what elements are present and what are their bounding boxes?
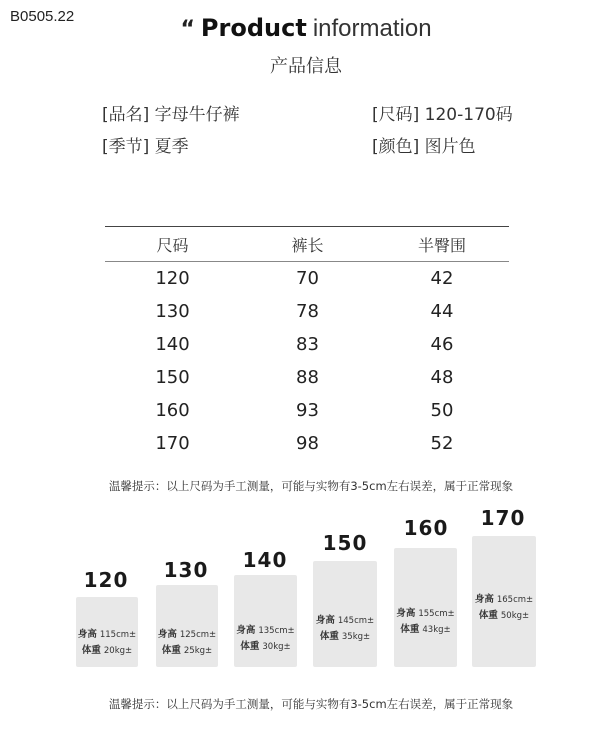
cell-hip: 52 — [430, 433, 454, 454]
cell-size: 130 — [155, 301, 190, 322]
header-length: 裤长 — [291, 235, 324, 255]
table-row — [105, 295, 509, 328]
weight-value: 43kg± — [422, 625, 451, 635]
info-product-name: [品名] 字母牛仔裤 — [102, 105, 240, 125]
cell-length: 88 — [296, 367, 319, 388]
weight-value: 35kg± — [341, 632, 371, 642]
weight-label: 体重 — [319, 631, 339, 642]
card-size-label: 120 — [83, 568, 129, 592]
cell-size: 150 — [155, 367, 190, 388]
size-card — [313, 561, 377, 667]
height-value: 125cm± — [179, 630, 217, 640]
height-label: 身高 — [157, 629, 177, 640]
cell-hip: 42 — [430, 268, 454, 289]
cell-size: 160 — [155, 400, 190, 421]
size-card — [156, 585, 218, 667]
product-code: B0505.22 — [10, 8, 75, 25]
height-label: 身高 — [396, 608, 416, 619]
weight-label: 体重 — [81, 645, 101, 656]
weight-label: 体重 — [400, 624, 420, 635]
card-size-label: 130 — [163, 558, 209, 582]
weight-value: 30kg± — [262, 642, 291, 652]
table-header-row — [105, 227, 509, 261]
cell-hip: 44 — [430, 301, 454, 322]
table-row — [105, 262, 509, 295]
height-value: 135cm± — [258, 626, 295, 636]
page-title — [0, 14, 612, 43]
weight-label: 体重 — [478, 610, 498, 621]
card-height — [156, 627, 218, 643]
weight-value: 20kg± — [103, 646, 133, 656]
card-height — [472, 592, 536, 608]
table-row — [105, 361, 509, 394]
size-card — [394, 548, 457, 667]
title-bold: Product — [200, 14, 307, 42]
measurement-tip: 温馨提示：以上尺码为手工测量，可能与实物有3-5cm左右误差，属于正常现象 — [108, 479, 514, 493]
size-card — [234, 575, 297, 667]
measurement-tip-bottom: 温馨提示：以上尺码为手工测量，可能与实物有3-5cm左右误差，属于正常现象 — [108, 697, 514, 711]
table-row — [105, 427, 509, 460]
cell-hip: 48 — [430, 367, 454, 388]
info-season: [季节] 夏季 — [102, 137, 189, 157]
height-label: 身高 — [474, 594, 494, 605]
cell-hip: 50 — [430, 400, 454, 421]
card-size-label: 170 — [480, 506, 526, 530]
height-label: 身高 — [77, 629, 97, 640]
quote-mark: “ — [180, 17, 195, 42]
cell-size: 140 — [155, 334, 190, 355]
cell-length: 83 — [296, 334, 319, 355]
weight-value: 50kg± — [500, 611, 530, 621]
size-card — [472, 536, 536, 667]
table-row — [105, 328, 509, 361]
page-subtitle: 产品信息 — [270, 56, 342, 77]
info-color: [颜色] 图片色 — [372, 137, 476, 157]
height-value: 145cm± — [337, 616, 375, 626]
title-light: information — [312, 15, 432, 42]
card-size-label: 160 — [403, 516, 449, 540]
card-height — [394, 606, 457, 622]
table-row — [105, 394, 509, 427]
card-height — [313, 613, 377, 629]
card-weight — [156, 643, 218, 659]
height-value: 115cm± — [99, 630, 137, 640]
card-weight — [394, 622, 457, 638]
cell-size: 170 — [155, 433, 190, 454]
card-height — [76, 627, 138, 643]
height-value: 165cm± — [496, 595, 534, 605]
card-weight — [472, 608, 536, 624]
cell-hip: 46 — [430, 334, 454, 355]
height-label: 身高 — [315, 615, 335, 626]
size-card — [76, 597, 138, 667]
cell-length: 98 — [296, 433, 319, 454]
height-label: 身高 — [236, 625, 256, 636]
weight-value: 25kg± — [183, 646, 213, 656]
cell-size: 120 — [155, 268, 190, 289]
card-weight — [313, 629, 377, 645]
header-size: 尺码 — [156, 235, 189, 255]
weight-label: 体重 — [240, 641, 260, 652]
info-size-range: [尺码] 120-170码 — [372, 105, 513, 125]
card-weight — [234, 639, 297, 655]
cell-length: 78 — [296, 301, 319, 322]
weight-label: 体重 — [161, 645, 181, 656]
card-size-label: 140 — [242, 548, 288, 572]
card-height — [234, 623, 297, 639]
header-hip: 半臀围 — [417, 235, 466, 255]
card-size-label: 150 — [322, 531, 368, 555]
card-weight — [76, 643, 138, 659]
height-value: 155cm± — [418, 609, 455, 619]
size-table — [105, 226, 509, 460]
cell-length: 70 — [296, 268, 319, 289]
cell-length: 93 — [296, 400, 319, 421]
